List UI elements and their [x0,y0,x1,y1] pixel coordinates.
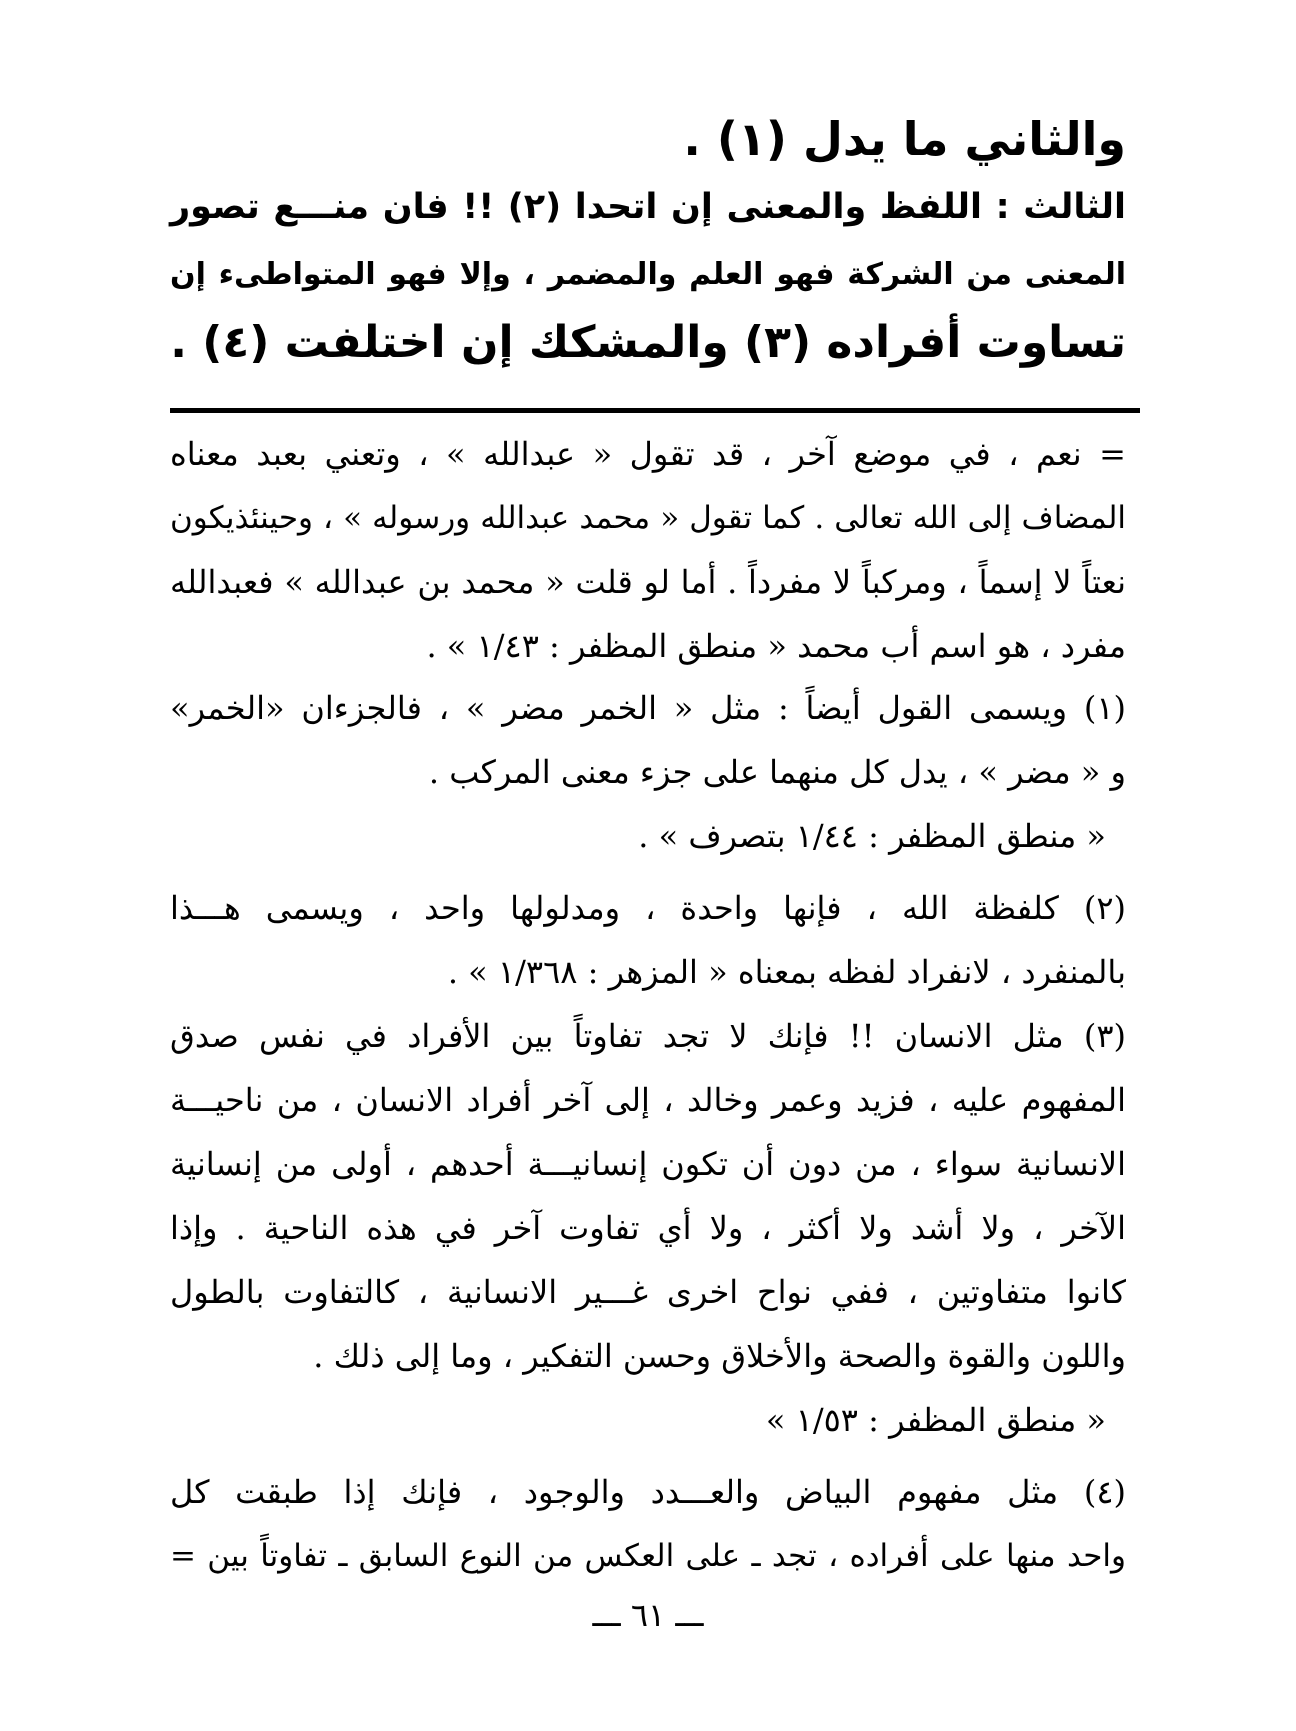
footnote-3-line-1: (٣) مثل الانسان !! فإنك لا تجد تفاوتاً بين الأفراد في نفس صدق [170,1017,1126,1055]
footnote-1-line-2: و « مضر » ، يدل كل منهما على جزء معنى المركب . [428,753,1126,791]
footnote-4-line-1: (٤) مثل مفهوم البياض والعـــدد والوجود ، فإنك إذا طبقت كل [170,1473,1126,1511]
footnote-3-line-5: كانوا متفاوتين ، ففي نواح اخرى غـــير الانسانية ، كالتفاوت بالطول [170,1273,1127,1311]
footnote-continued-line-4: مفرد ، هو اسم أب محمد « منطق المظفر : ١/٤٣ » . [426,627,1126,665]
main-text-line-4: تساوت أفراده (٣) والمشكك إن اختلفت (٤) . [170,317,1126,368]
main-text-line-2: الثالث : اللفظ والمعنى إن اتحدا (٢) !! فان منـــع تصور [170,187,1126,227]
footnote-3-line-3: الانسانية سواء ، من دون أن تكون إنسانيـــة أحدهم ، أولى من إنسانية [170,1145,1126,1183]
footnote-3-source: « منطق المظفر : ١/٥٣ » [765,1401,1106,1439]
main-text-line-3: المعنى من الشركة فهو العلم والمضمر ، وإلا فهو المتواطىء إن [170,257,1126,292]
footnote-separator [170,408,1140,413]
footnote-3-line-2: المفهوم عليه ، فزيد وعمر وخالد ، إلى آخر أفراد الانسان ، من ناحيـــة [170,1081,1126,1119]
footnote-2-line-1: (٢) كلفظة الله ، فإنها واحدة ، ومدلولها واحد ، ويسمى هـــذا [170,889,1126,927]
footnote-continued-line-3: نعتاً لا إسماً ، ومركباً لا مفرداً . أما لو قلت « محمد بن عبدالله » فعبدالله [170,563,1126,601]
footnote-continued-line-2: المضاف إلى الله تعالى . كما تقول « محمد عبدالله ورسوله » ، وحينئذيكون [170,500,1126,536]
footnote-1-line-1: (١) ويسمى القول أيضاً : مثل « الخمر مضر » ، فالجزءان «الخمر» [170,689,1126,727]
footnote-1-source: « منطق المظفر : ١/٤٤ بتصرف » . [638,817,1106,855]
footnote-3-line-4: الآخر ، ولا أشد ولا أكثر ، ولا أي تفاوت آخر في هذه الناحية . وإذا [170,1209,1126,1247]
page-number: ـــ ٦١ ـــ [592,1596,704,1634]
main-text-line-1: والثاني ما يدل (١) . [683,112,1126,166]
footnote-continued-line-1: = نعم ، في موضع آخر ، قد تقول « عبدالله » ، وتعني بعبد معناه [170,435,1126,473]
footnote-4-line-2: واحد منها على أفراده ، تجد ـ على العكس من النوع السابق ـ تفاوتاً بين = [170,1538,1126,1574]
footnote-3-line-6: واللون والقوة والصحة والأخلاق وحسن التفكير ، وما إلى ذلك . [313,1337,1126,1375]
footnote-2-line-2: بالمنفرد ، لانفراد لفظه بمعناه « المزهر : ١/٣٦٨ » . [447,953,1126,991]
